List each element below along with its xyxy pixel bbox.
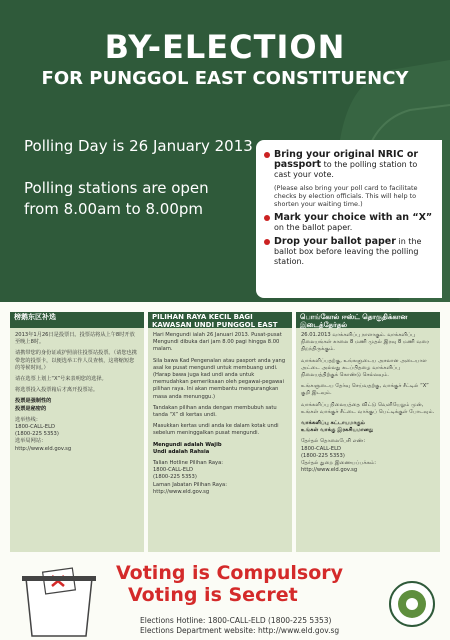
tamil-hotline-label: தேர்தல் தொலைபேசி எண்:	[301, 438, 366, 445]
tamil-hotline-digits: (1800-225 5353)	[301, 452, 345, 459]
tamil-column	[296, 312, 440, 552]
stations-text	[24, 178, 264, 220]
tamil-website-label: தேர்தல் துறை இணையப்பக்கம்:	[301, 460, 376, 467]
tamil-website-url: http://www.eld.gov.sg	[301, 467, 358, 474]
malay-hotline-digits: (1800-225 5353)	[153, 474, 197, 481]
stations-line-2: from 8.00am to 8.00pm	[24, 200, 204, 218]
malay-hotline-number: 1800-CALL-ELD	[153, 467, 193, 474]
chinese-hotline-label: 选举热线：	[15, 416, 41, 423]
chinese-hotline-number: 1800-CALL-ELD	[15, 424, 55, 431]
voting-compulsory-text: Voting is Compulsory	[116, 562, 344, 584]
bullet-dot-icon	[264, 239, 270, 245]
step-3-bold: Drop your ballot paper	[274, 236, 396, 247]
malay-website-url: http://www.eld.gov.sg	[153, 488, 210, 495]
malay-p1: Hari Mengundi ialah 26 Januari 2013. Pusat-pusat Mengundi dibuka dari jam 8.00 pagi hingga 8.00 malam.	[153, 332, 282, 353]
malay-column	[148, 312, 292, 552]
malay-website-label: Laman Jabatan Pilihan Raya:	[153, 481, 227, 488]
ballot-box-icon	[16, 566, 102, 638]
tamil-p1: 26.01.2013 வாக்களிப்பு நாளாகும். வாக்களிப்பு நிலையங்கள் காலை 8 மணி முதல் இரவு 8 மணி வரை திறந்திருக்கும்.	[301, 332, 430, 353]
language-columns	[10, 312, 440, 552]
chinese-column	[10, 312, 144, 552]
chinese-hotline-digits: (1800-225 5353)	[15, 431, 59, 438]
eld-logo-icon	[388, 580, 436, 628]
voting-secret-text: Voting is Secret	[128, 584, 298, 606]
step-3	[264, 237, 434, 267]
page-subtitle: FOR PUNGGOL EAST CONSTITUENCY	[41, 68, 409, 89]
tamil-secret: உங்கள் வாக்கு இரகசியமானது	[301, 427, 374, 434]
polling-day-text: Polling Day is 26 January 2013	[24, 137, 253, 155]
chinese-heading: 榜鹅东区补选	[10, 312, 144, 328]
malay-p3: Tandakan pilihan anda dengan membubuh satu tanda “X” di kertas undi.	[153, 404, 277, 419]
malay-body	[148, 328, 292, 500]
chinese-p3: 请在选票上划上“X”号来表明您的选择。	[15, 376, 107, 383]
tamil-body	[296, 328, 440, 478]
step-1-rest: to the polling station to cast your vote.	[274, 160, 418, 179]
elections-website: Elections Department website: http://www.eld.gov.sg	[140, 626, 340, 635]
tamil-heading: பொங்கோல் ஈஸ்ட் தொகுதிக்கான இடைத்தேர்தல்	[296, 312, 440, 328]
step-2-rest: on the ballot paper.	[274, 223, 353, 232]
tamil-compulsory: வாக்களிப்பு கட்டாயமாகும்	[301, 420, 365, 427]
chinese-p2: 请携带您的身份证或护照前往投票站投票。（请您也携带您的投票卡，以便选举工作人员查核，这将缩短您的等候时间。）	[15, 350, 137, 371]
malay-p4: Masukkan kertas undi anda ke dalam kotak undi sebelum meninggalkan pusat mengundi.	[153, 423, 279, 437]
chinese-website-label: 选举局网站：	[15, 438, 47, 445]
chinese-secret: 投票是秘密的	[15, 405, 47, 412]
bullet-dot-icon	[264, 215, 270, 221]
step-2	[264, 213, 434, 233]
malay-compulsory: Mengundi adalah Wajib	[153, 441, 222, 448]
malay-secret: Undi adalah Rahsia	[153, 448, 210, 455]
step-1	[264, 150, 434, 180]
chinese-compulsory: 投票是强制性的	[15, 398, 52, 405]
tamil-p3: உங்களுடைய தேர்வு செய்வதற்கு, வாக்குச் சீட்டில் “X” குறி இடவும்.	[301, 383, 429, 397]
top-banner	[0, 0, 450, 302]
chinese-body	[10, 328, 144, 457]
step-note: (Please also bring your poll card to facilitate checks by election officials. This will help to shorten your waiting time.)	[274, 184, 418, 208]
page-title: BY-ELECTION	[104, 28, 346, 66]
step-3-rest: in the ballot box before leaving the polling station.	[274, 237, 422, 266]
malay-heading: PILIHAN RAYA KECIL BAGI KAWASAN UNDI PUNGGOL EAST	[148, 312, 292, 328]
step-2-bold: Mark your choice with an “X”	[274, 212, 433, 223]
chinese-p4: 将选票投入投票箱后才离开投票站。	[15, 387, 99, 394]
tamil-p2: வாக்களிப்பதற்கு, உங்களுடைய அசலான அடையாள அட்டை அல்லது கடப்பிதழை வாக்களிப்பு நிலையத்திற்குக் கொண்டு செல்லவும்.	[301, 357, 427, 379]
malay-p2: Sila bawa Kad Pengenalan atau pasport anda yang asal ke pusat mengundi untuk membuang undi. (Harap bawa juga kad undi anda untuk memudahkan pemeriksaan oleh pegawai-pegawai pilihan raya. Ini akan membantu mengurangkan masa anda menunggu.)	[153, 357, 286, 400]
instructions-card	[256, 140, 442, 298]
footer	[0, 556, 450, 640]
chinese-p1: 2013年1月26日是投票日。投票站将从上午8时开放至晚上8时。	[15, 332, 135, 346]
chinese-website-url: http://www.eld.gov.sg	[15, 445, 72, 452]
step-1-bold: Bring your original NRIC or passport	[274, 149, 419, 170]
tamil-p4: வாக்களிப்பு நிலையத்தை விட்டு வெளியேறும் முன், உங்கள் வாக்குச் சீட்டை வாக்குப் பெட்டிக்குள் போடவும்.	[301, 401, 435, 415]
malay-hotline-label: Talian Hotline Pilihan Raya:	[153, 460, 224, 467]
stations-line-1: Polling stations are open	[24, 179, 209, 197]
bullet-dot-icon	[264, 152, 270, 158]
tamil-hotline-number: 1800-CALL-ELD	[301, 445, 341, 452]
elections-hotline: Elections Hotline: 1800-CALL-ELD (1800-225 5353)	[140, 616, 332, 625]
